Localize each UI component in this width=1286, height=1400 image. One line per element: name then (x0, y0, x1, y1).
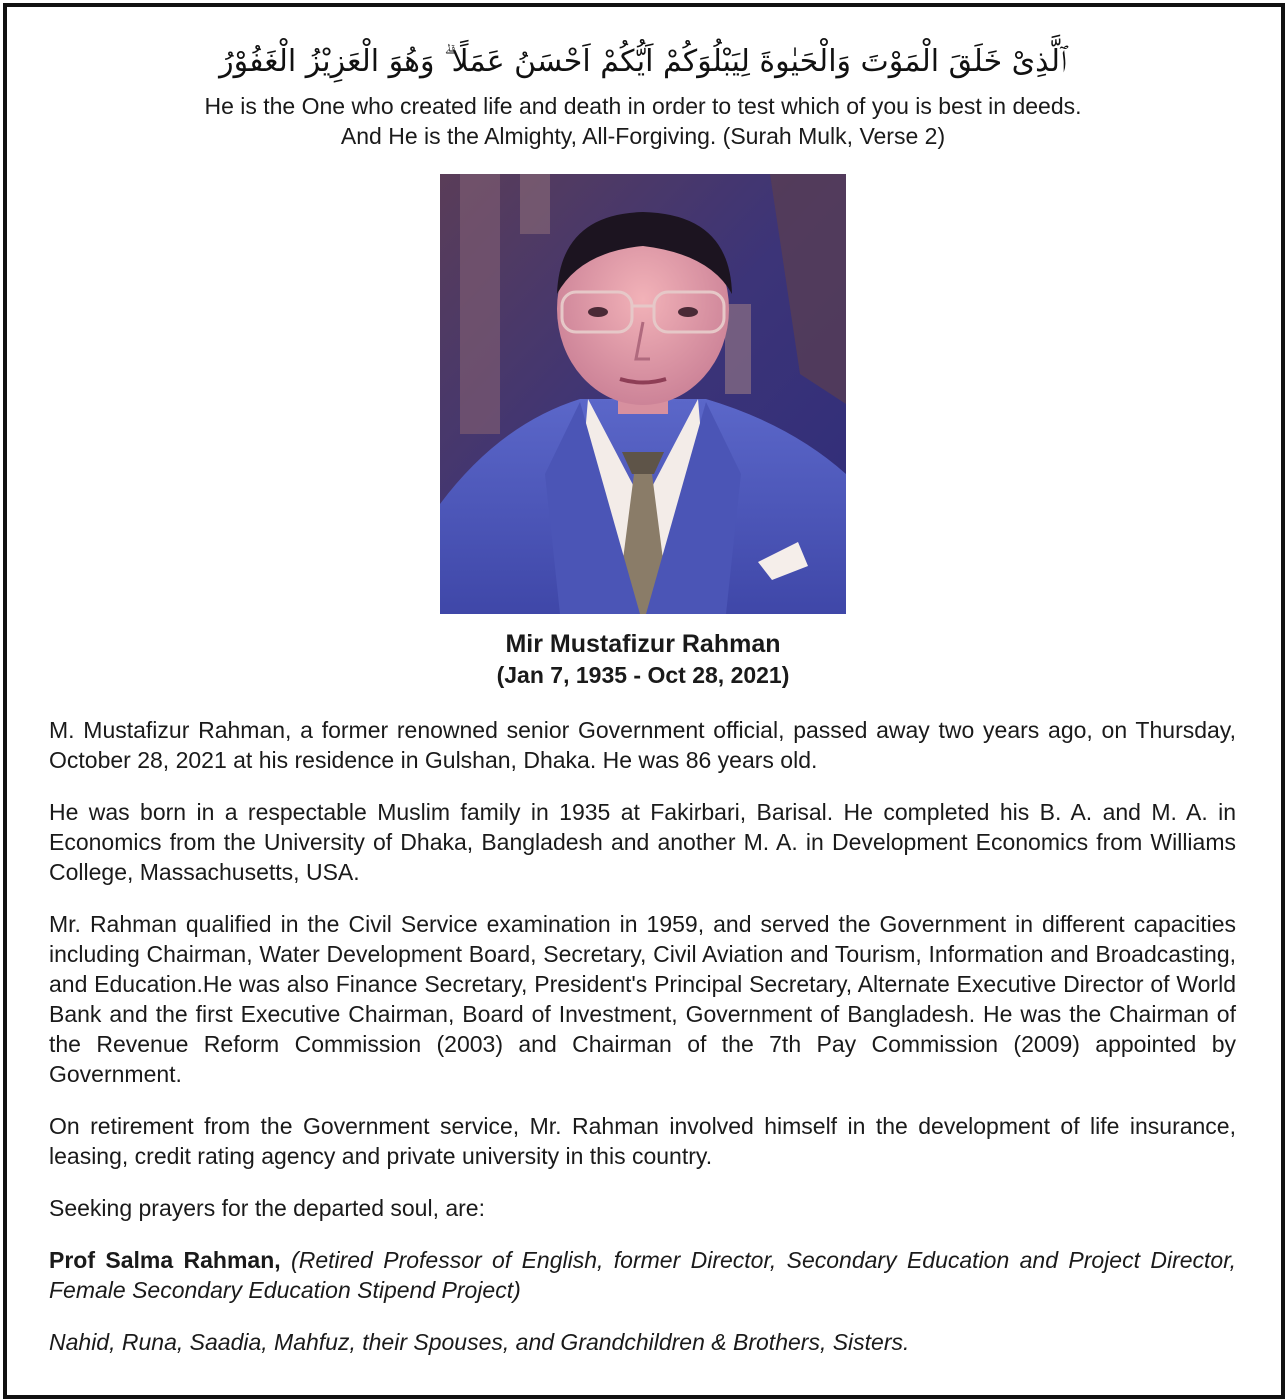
paragraph-prayers: Seeking prayers for the departed soul, are: (49, 1195, 485, 1221)
mourner-primary-name: Prof Salma Rahman, (49, 1247, 281, 1273)
obituary-body (49, 715, 1236, 1357)
verse-translation (0, 91, 1286, 151)
portrait-photo (440, 174, 846, 614)
paragraph-passing: M. Mustafizur Rahman, a former renowned senior Government official, passed away two years ago, on Thursday, October 28, 2021 at his residence in Gulshan, Dhaka. He was 86 years old. (49, 717, 1236, 773)
verse-translation-line-1: He is the One who created life and death in order to test which of you is best in deeds. (204, 93, 1082, 119)
mourner-family: Nahid, Runa, Saadia, Mahfuz, their Spouses, and Grandchildren & Brothers, Sisters. (49, 1329, 910, 1355)
verse-translation-line-2: And He is the Almighty, All-Forgiving. (Surah Mulk, Verse 2) (340, 123, 946, 149)
portrait-illustration (440, 174, 846, 614)
quran-verse-arabic: ٱلَّذِىْ خَلَقَ الْمَوْتَ وَالْحَيٰوةَ لِيَبْلُوَكُمْ اَيُّكُمْ اَحْسَنُ عَمَلًا ۗ وَهُوَ الْعَزِيْزُ الْغَفُوْرُ (219, 44, 1067, 79)
paragraph-retirement: On retirement from the Government service, Mr. Rahman involved himself in the development of life insurance, leasing, credit rating agency and private university in this country. (49, 1113, 1236, 1169)
deceased-name: Mir Mustafizur Rahman (505, 630, 781, 658)
deceased-dates: (Jan 7, 1935 - Oct 28, 2021) (496, 662, 790, 688)
paragraph-career: Mr. Rahman qualified in the Civil Service examination in 1959, and served the Government in different capacities including Chairman, Water Development Board, Secretary, Civil Aviation and Tourism, Information and Broadcasting, and Education.He was also Finance Secretary, President's Principal Secretary, Alternate Executive Director of World Bank and the first Executive Chairman, Board of Investment, Government of Bangladesh. He was the Chairman of the Revenue Reform Commission (2003) and Chairman of the 7th Pay Commission (2009) appointed by Government. (49, 911, 1236, 1087)
mourner-primary-description: (Retired Professor of English, former Director, Secondary Education and Project Director, Female Secondary Education Stipend Project) (49, 1247, 1236, 1303)
paragraph-education: He was born in a respectable Muslim family in 1935 at Fakirbari, Barisal. He completed his B. A. and M. A. in Economics from the University of Dhaka, Bangladesh and another M. A. in Development Economics from Williams College, Massachusetts, USA. (49, 799, 1236, 885)
mourner-primary (49, 1245, 1236, 1305)
